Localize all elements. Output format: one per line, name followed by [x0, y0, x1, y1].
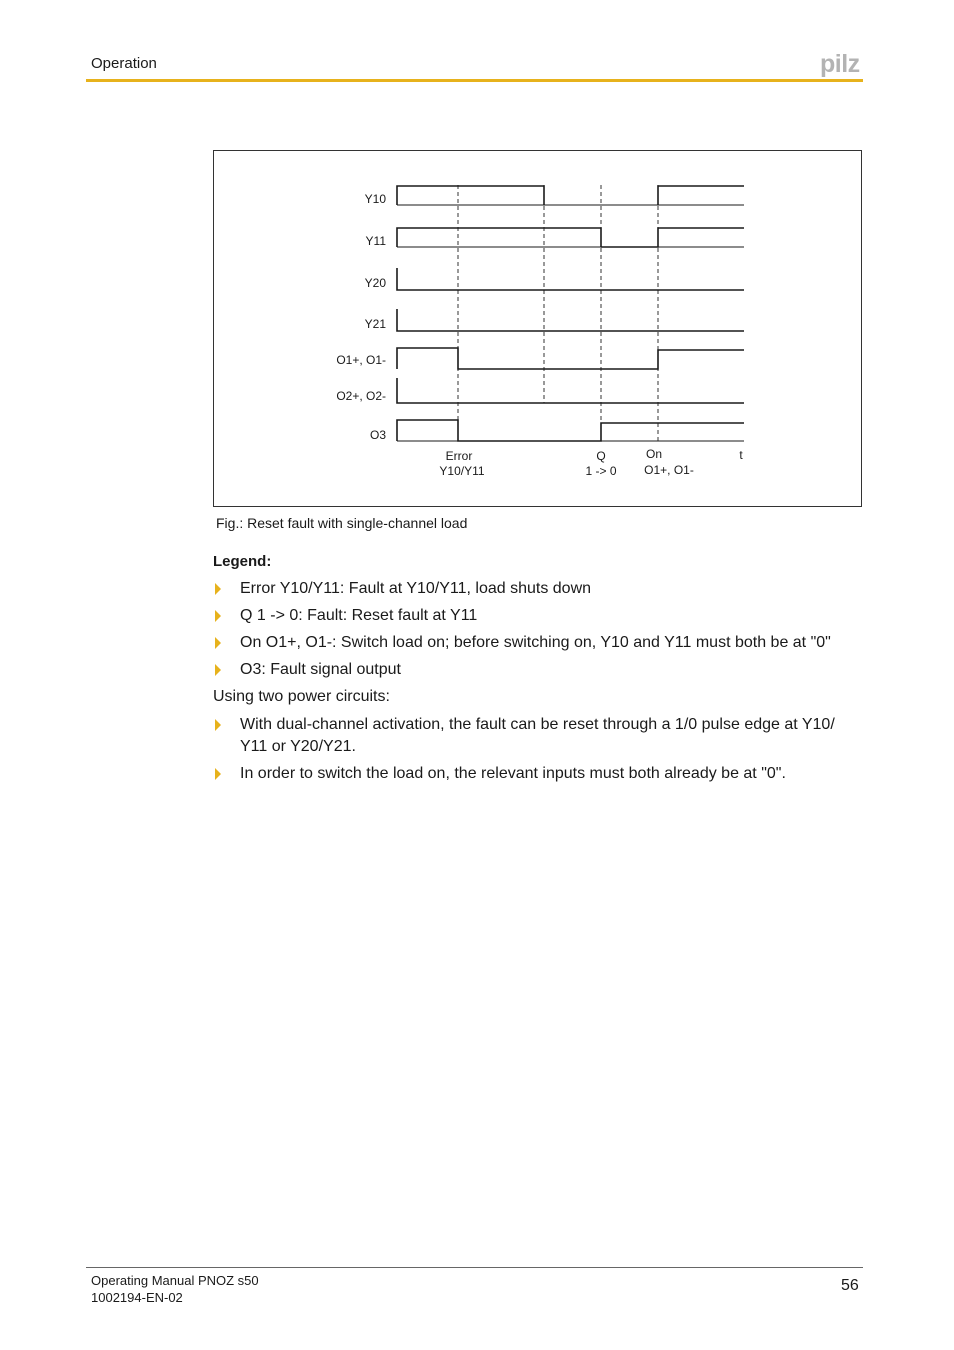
bullet-arrow-icon: [215, 719, 221, 731]
signal-label-y21: Y21: [364, 317, 386, 331]
list-item: [213, 763, 853, 785]
list-item-text: With dual-channel activation, the fault can be reset through a 1/0 pulse edge at Y10/ Y11 or Y20/Y21.: [240, 716, 835, 755]
bullet-arrow-icon: [215, 768, 221, 780]
signal-label-y10: Y10: [364, 192, 386, 206]
event-label-error: Error: [445, 449, 473, 463]
list-item: [213, 659, 853, 681]
list-item-text: On O1+, O1-: Switch load on; before switching on, Y10 and Y11 must both be at "0": [240, 634, 831, 651]
list-item: [213, 632, 853, 654]
bullet-arrow-icon: [215, 664, 221, 676]
event-label-error-signal: Y10/Y11: [439, 464, 485, 478]
legend-title: Legend:: [213, 553, 272, 570]
signal-label-o2: O2+, O2-: [336, 389, 386, 403]
footer-info: [91, 1272, 259, 1306]
signal-label-y11: Y11: [365, 234, 386, 248]
manual-title: Operating Manual PNOZ s50: [91, 1273, 259, 1288]
bullet-arrow-icon: [215, 610, 221, 622]
event-label-on-outputs: O1+, O1-: [644, 463, 694, 477]
signal-label-y20: Y20: [364, 276, 386, 290]
figure-caption: Fig.: Reset fault with single-channel load: [216, 515, 468, 531]
list-item-text: Error Y10/Y11: Fault at Y10/Y11, load shuts down: [240, 580, 592, 597]
list-item-text: Q 1 -> 0: Fault: Reset fault at Y11: [240, 607, 478, 624]
header-divider: [86, 79, 863, 82]
timing-diagram: [213, 150, 862, 507]
document-number: 1002194-EN-02: [91, 1290, 183, 1305]
list-item-text: O3: Fault signal output: [240, 661, 401, 678]
event-label-q-edge: 1 -> 0: [585, 464, 617, 478]
page-header-title: Operation: [91, 55, 157, 72]
waveform-y20: [397, 268, 744, 290]
time-axis-label: t: [739, 448, 743, 462]
footer-divider: [86, 1267, 863, 1268]
page-number: 56: [841, 1277, 859, 1294]
event-label-q: Q: [596, 449, 606, 463]
waveform-y11: [397, 228, 744, 247]
two-circuits-list: [213, 714, 853, 785]
list-item: [213, 714, 853, 758]
bullet-arrow-icon: [215, 583, 221, 595]
waveform-y21: [397, 309, 744, 331]
signal-label-o1: O1+, O1-: [336, 353, 386, 367]
legend-list: [213, 578, 853, 681]
signal-label-o3: O3: [369, 428, 386, 442]
pilz-logo: pilz: [820, 50, 860, 78]
event-label-on: On: [645, 447, 663, 461]
waveform-o3: [397, 420, 744, 441]
list-item: [213, 605, 853, 627]
waveform-o2: [397, 378, 744, 403]
list-item-text: In order to switch the load on, the relevant inputs must both already be at "0".: [240, 765, 786, 782]
list-item: [213, 578, 853, 600]
waveform-o1: [397, 348, 744, 369]
waveform-y10: [397, 186, 744, 205]
two-circuits-intro: Using two power circuits:: [213, 688, 390, 705]
bullet-arrow-icon: [215, 637, 221, 649]
